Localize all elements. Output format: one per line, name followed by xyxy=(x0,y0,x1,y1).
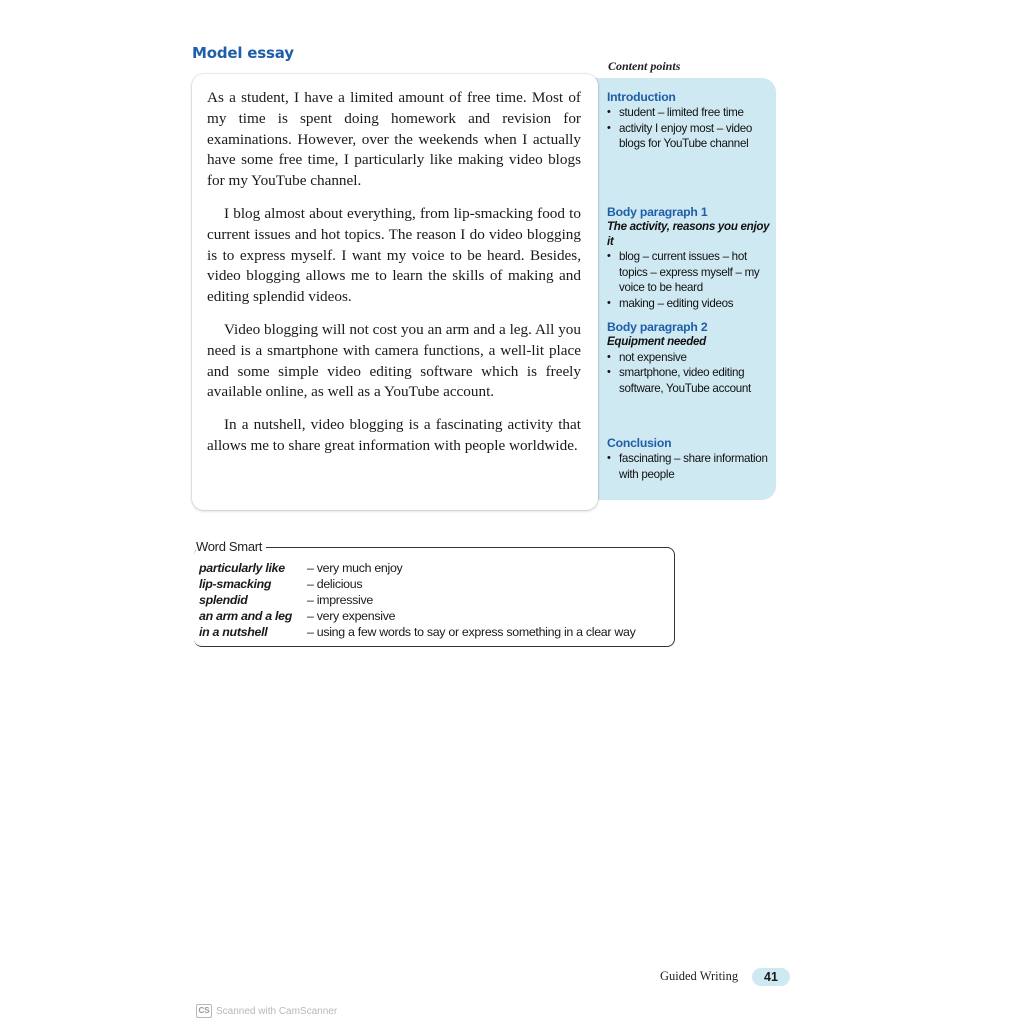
word-smart-term: lip-smacking xyxy=(199,577,272,591)
word-smart-term: an arm and a leg xyxy=(199,609,292,623)
cp-body1-list xyxy=(607,249,775,311)
word-smart-definition: – very much enjoy xyxy=(307,561,403,575)
essay-paragraph-3: Video blogging will not cost you an arm and a leg. All you need is a smartphone with camera functions, a well-lit place and some simple video editing software which is freely available online, as well as a YouTube account. xyxy=(207,320,581,401)
camscanner-watermark xyxy=(196,1004,337,1018)
essay-paragraph-2: I blog almost about everything, from lip-smacking food to current issues and hot topics. The reason I do video blogging is to express myself. I want my voice to be heard. Besides, video blogging allows me to learn the skills of making and editing splendid videos. xyxy=(207,204,581,306)
cp-point: • fascinating – share information with people xyxy=(607,451,775,482)
cp-body1-subheading: The activity, reasons you enjoy it xyxy=(607,220,770,248)
word-smart-definition: – using a few words to say or express something in a clear way xyxy=(307,625,636,639)
cp-conclusion xyxy=(607,436,775,482)
essay-box xyxy=(192,74,598,510)
cp-body2-heading: Body paragraph 2 xyxy=(607,320,708,334)
cp-point: • not expensive xyxy=(607,350,775,366)
word-smart-label: Word Smart xyxy=(196,539,266,554)
essay-paragraph-1: As a student, I have a limited amount of free time. Most of my time is spent doing homework and revision for examinations. However, over the weekends when I actually have some free time, I particularly like making video blogs for my YouTube channel. xyxy=(207,89,581,190)
cp-body1-heading: Body paragraph 1 xyxy=(607,205,708,219)
cp-conclusion-heading: Conclusion xyxy=(607,436,672,450)
cp-body2-subheading: Equipment needed xyxy=(607,335,706,348)
word-smart-row xyxy=(199,592,636,608)
word-smart-row xyxy=(199,576,636,592)
word-smart-list xyxy=(199,560,636,640)
cp-introduction xyxy=(607,90,775,152)
cp-introduction-heading: Introduction xyxy=(607,90,676,104)
word-smart-row xyxy=(199,608,636,624)
cp-point: • blog – current issues – hot topics – express myself – my voice to be heard xyxy=(607,249,775,296)
cp-point: • smartphone, video editing software, YouTube account xyxy=(607,365,775,396)
word-smart-term: particularly like xyxy=(199,561,285,575)
word-smart-definition: – delicious xyxy=(307,577,363,591)
word-smart-term: in a nutshell xyxy=(199,625,268,639)
word-smart-row xyxy=(199,560,636,576)
essay-text xyxy=(207,88,581,469)
cp-body2 xyxy=(607,320,775,396)
camscanner-text: Scanned with CamScanner xyxy=(216,1005,338,1017)
footer-section-label: Guided Writing xyxy=(660,969,739,983)
word-smart-term: splendid xyxy=(199,593,248,607)
word-smart-definition: – very expensive xyxy=(307,609,396,623)
cp-body1 xyxy=(607,205,775,311)
page-title: Model essay xyxy=(192,44,294,62)
cp-point: • making – editing videos xyxy=(607,296,775,312)
camscanner-icon: CS xyxy=(196,1004,212,1018)
word-smart-definition: – impressive xyxy=(307,593,373,607)
word-smart-row xyxy=(199,624,636,640)
cp-body2-list xyxy=(607,350,775,397)
cp-conclusion-list xyxy=(607,451,775,482)
page-number-badge: 41 xyxy=(752,968,790,986)
essay-paragraph-4: In a nutshell, video blogging is a fascinating activity that allows me to share great information with people worldwide. xyxy=(207,416,581,454)
cp-point: • student – limited free time xyxy=(607,105,775,121)
cp-introduction-list xyxy=(607,105,775,152)
cp-point: • activity I enjoy most – video blogs for YouTube channel xyxy=(607,121,775,152)
content-points-label: Content points xyxy=(608,59,681,73)
